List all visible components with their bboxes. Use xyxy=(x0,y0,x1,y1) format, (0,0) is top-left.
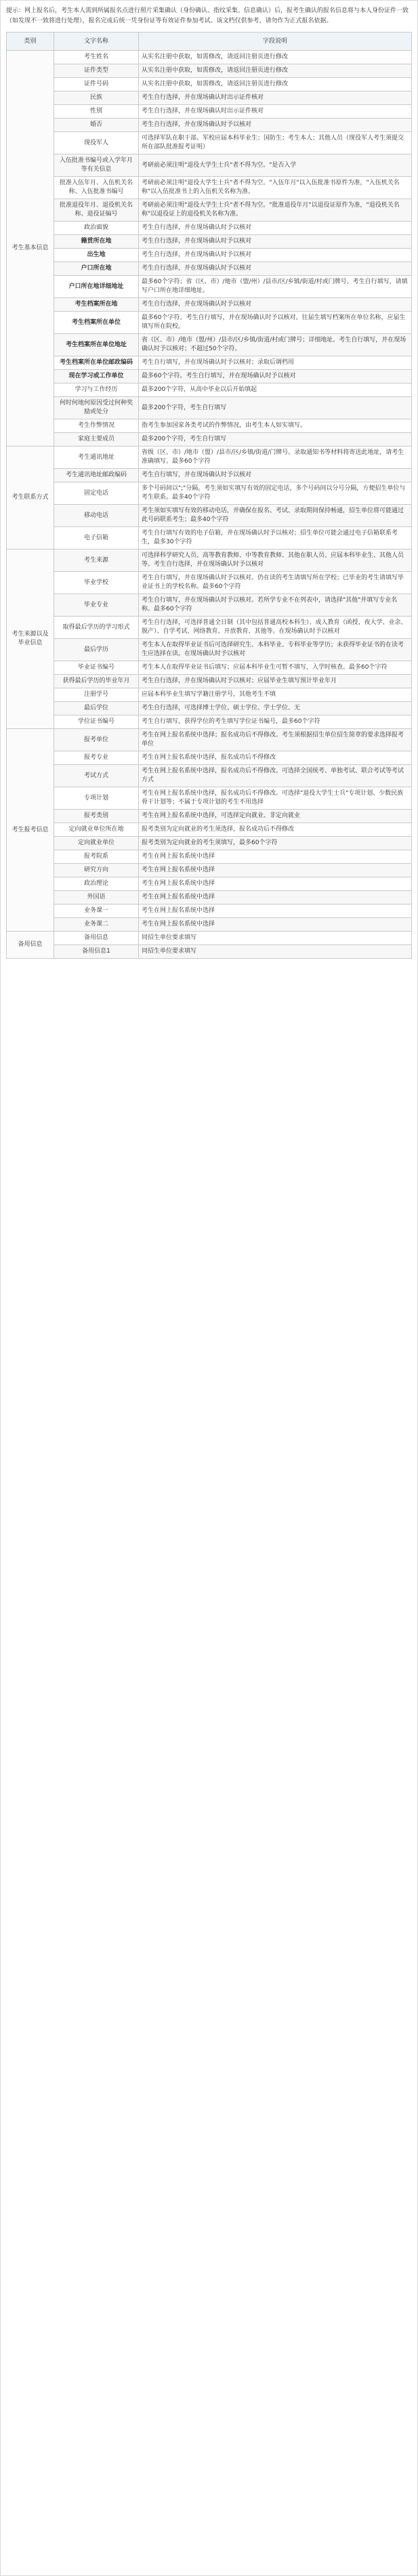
field-description: 省级（区、市）/地市（盟）/县市/区/乡镇/街道/门牌号。录取通知书等材料将寄送此地址，请考生准确填写。最多60个字符 xyxy=(139,446,412,469)
table-row xyxy=(7,433,412,446)
field-description: 考生在网上报名系统中选择，报名成功后不得修改。可选择"退役大学生士兵"专项计划、少数民族骨干计划等；不属于专项计划的考生不用选择 xyxy=(139,787,412,810)
field-name: 考生作弊情况 xyxy=(54,419,139,433)
field-description: 考生自行填写，并在现场确认时予以核对。若所学专业不在列表中，请选择"其他"并填写专业名称。最多60个字符 xyxy=(139,594,412,617)
field-name: 获得最后学历的毕业年月 xyxy=(54,675,139,688)
field-name: 毕业专业 xyxy=(54,594,139,617)
field-description: 考生本人在取得毕业证书后填写；应届本科毕业生可暂不填写，入学时核查。最多60个字符 xyxy=(139,661,412,675)
field-name: 批准入伍年月、入伍机关名称、入伍批准书编号 xyxy=(54,177,139,199)
table-row xyxy=(7,594,412,617)
field-name: 户口所在地详细地址 xyxy=(54,276,139,298)
field-name: 定向就业单位 xyxy=(54,837,139,850)
field-description: 考生自行选择，并在现场确认时予以核对 xyxy=(139,235,412,249)
field-description: 考生在网上报名系统中选择 xyxy=(139,905,412,918)
field-name: 报考单位 xyxy=(54,729,139,751)
table-row xyxy=(7,823,412,837)
field-description: 考生在网上报名系统中选择 xyxy=(139,864,412,877)
table-header-row xyxy=(7,33,412,51)
field-name: 家庭主要成员 xyxy=(54,433,139,446)
table-row xyxy=(7,661,412,675)
field-name: 考生档案所在单位地址 xyxy=(54,334,139,356)
field-description: 考生自行选择，并在现场确认时出示证件核对 xyxy=(139,91,412,105)
field-description: 考生自行填写，并在现场确认时予以核对。仍在读的考生请填写所在学校；已毕业的考生请填写毕业证书上的学校名称。最多60个字符 xyxy=(139,572,412,594)
field-description: 考生在网上报名系统中选择；报名成功后不得修改。考生须根据招生单位招生简章的要求选择报考单位 xyxy=(139,729,412,751)
field-name: 报考院系 xyxy=(54,850,139,864)
field-description: 最多200个字符，考生自行填写 xyxy=(139,433,412,446)
field-name: 政治理论 xyxy=(54,877,139,891)
table-row xyxy=(7,383,412,397)
field-name: 备用信息 xyxy=(54,932,139,945)
field-name: 考生档案所在单位 xyxy=(54,312,139,334)
field-description: 考生在网上报名系统中选择 xyxy=(139,891,412,905)
table-row xyxy=(7,850,412,864)
table-row xyxy=(7,765,412,787)
field-description: 最多200个字符，从高中毕业以后开始填起 xyxy=(139,383,412,397)
field-description: 省（区、市）/地市（盟/州）/县市/区/乡镇/街道/村或门牌号；详细地址。考生自行填写，并在现场确认时予以核对；不超过50个字符。 xyxy=(139,334,412,356)
field-description: 最多60个字符。考生自行填写，并在现场确认时予以核对 xyxy=(139,370,412,383)
field-description: 考生自行填写有效的电子信箱，并在现场确认时予以核对；招生单位可能会通过电子信箱联系考生，最多30个字符 xyxy=(139,527,412,549)
table-row xyxy=(7,119,412,132)
table-row xyxy=(7,715,412,729)
table-row xyxy=(7,688,412,702)
table-row xyxy=(7,356,412,370)
table-row xyxy=(7,235,412,249)
field-name: 业务课二 xyxy=(54,918,139,932)
field-description: 考生本人在取得毕业证书后可选择研究生、本科毕业、专科毕业等学历；未获得毕业证书的在读考生应选择在读。在现场确认时予以核对 xyxy=(139,639,412,661)
table-row xyxy=(7,918,412,932)
field-name: 考生通讯地址邮政编码 xyxy=(54,469,139,482)
table-row xyxy=(7,729,412,751)
field-description: 考研前必须注明"退役大学生士兵"者不得为空。"是否入学 xyxy=(139,154,412,177)
field-name: 报考专业 xyxy=(54,751,139,765)
field-description: 考生在网上报名系统中选择，报名成功后不得修改。可选择全国统考、单独考试、联合考试等考试方式 xyxy=(139,765,412,787)
field-name: 学位证书编号 xyxy=(54,715,139,729)
table-row xyxy=(7,787,412,810)
field-name: 考生姓名 xyxy=(54,51,139,64)
table-row xyxy=(7,891,412,905)
field-description: 考生须如实填写有效的移动电话，并确保在报名、考试、录取期间保持畅通，招生单位将可能通过此号码联系考生；最多40个字符 xyxy=(139,505,412,527)
field-name: 户口所在地 xyxy=(54,262,139,276)
table-row xyxy=(7,78,412,91)
field-name: 毕业学校 xyxy=(54,572,139,594)
field-name: 学习与工作经历 xyxy=(54,383,139,397)
field-description: 最多60个字符；省（区、市）/地市（盟/州）/县市/区/乡镇/街道/村或门牌号。考生自行填写，请填写户口所在地详细地址。 xyxy=(139,276,412,298)
table-row xyxy=(7,837,412,850)
field-name: 证件类型 xyxy=(54,64,139,78)
field-name: 毕业证书编号 xyxy=(54,661,139,675)
field-name: 最后学位 xyxy=(54,702,139,715)
header-field-desc: 字段说明 xyxy=(139,33,412,51)
table-row xyxy=(7,132,412,154)
table-row xyxy=(7,199,412,222)
table-row xyxy=(7,810,412,823)
field-name: 现役军人 xyxy=(54,132,139,154)
field-description: 最多60个字符。考生自行填写，并在现场确认时予以核对。往届生填写档案所在单位名称，应届生填写所在院校。 xyxy=(139,312,412,334)
field-name: 取得最后学历的学习形式 xyxy=(54,617,139,639)
field-description: 考生自行选择，可选择普通全日制（其中包括普通高校本科生）、成人教育（函授、夜大学、业余、脱产）、自学考试、网络教育、开放教育、其他等。在现场确认时予以核对 xyxy=(139,617,412,639)
table-row xyxy=(7,482,412,505)
table-body xyxy=(7,51,412,959)
field-description: 最多200个字符，考生自行填写 xyxy=(139,397,412,419)
field-description: 同招生单位要求填写 xyxy=(139,945,412,959)
field-name: 考生档案所在单位邮政编码 xyxy=(54,356,139,370)
notice-text: 提示：网上报名后，考生本人需到所属报名点进行照片采集确认（身份确认、指纹采集、信息确认）后，报考生确认的报名信息将与本人身份证件一致（如发现不一致将进行处理），报名完成后统一凭身份证等有效证件参加考试。该文档仅供参考，请勿作为正式报名依据。 xyxy=(6,7,409,24)
table-row xyxy=(7,751,412,765)
field-name: 电子信箱 xyxy=(54,527,139,549)
field-description: 考生自行选择，并在现场确认时出示证件核对 xyxy=(139,105,412,119)
table-row xyxy=(7,505,412,527)
table-row xyxy=(7,945,412,959)
field-name: 籍贯所在地 xyxy=(54,235,139,249)
table-row xyxy=(7,932,412,945)
field-description: 可选择军队在职干部、军校应届本科毕业生；国防生；考生本人；其他人员（现役军人考生须提交所在部队批准报考证明） xyxy=(139,132,412,154)
field-name: 考生通讯地址 xyxy=(54,446,139,469)
header-field-name: 文字名称 xyxy=(54,33,139,51)
field-name: 民族 xyxy=(54,91,139,105)
table-row xyxy=(7,64,412,78)
field-description: 考生自行选择，并在现场确认时予以核对 xyxy=(139,119,412,132)
header-category: 类别 xyxy=(7,33,54,51)
table-row xyxy=(7,91,412,105)
table-row xyxy=(7,617,412,639)
field-description: 同招生单位要求填写 xyxy=(139,932,412,945)
table-row xyxy=(7,312,412,334)
field-name: 固定电话 xyxy=(54,482,139,505)
field-description: 从实名注册中获取，如需修改，请返回注册页进行修改 xyxy=(139,51,412,64)
field-name: 备用信息1 xyxy=(54,945,139,959)
field-name: 研究方向 xyxy=(54,864,139,877)
table-row xyxy=(7,154,412,177)
field-name: 业务课一 xyxy=(54,905,139,918)
table-row xyxy=(7,549,412,572)
table-row xyxy=(7,469,412,482)
field-name: 批准退役年月、退役机关名称、退役证编号 xyxy=(54,199,139,222)
field-name: 现在学习或工作单位 xyxy=(54,370,139,383)
table-row xyxy=(7,446,412,469)
table-row xyxy=(7,527,412,549)
field-description: 从实名注册中获取，如需修改，请返回注册页进行修改 xyxy=(139,64,412,78)
field-name: 考生来源 xyxy=(54,549,139,572)
category-label: 考生基本信息 xyxy=(7,51,54,446)
field-spec-table xyxy=(6,32,412,959)
table-row xyxy=(7,877,412,891)
field-description: 应届本科毕业生填写学籍注册学号，其他考生不填 xyxy=(139,688,412,702)
field-description: 考生在网上报名系统中选择，可选择定向就业、非定向就业 xyxy=(139,810,412,823)
field-name: 考生档案所在地 xyxy=(54,298,139,312)
table-row xyxy=(7,298,412,312)
table-row xyxy=(7,370,412,383)
category-label: 考生联系方式 xyxy=(7,446,54,549)
field-description: 报考类别为定向就业的考生须选择，报名成功后不得修改 xyxy=(139,823,412,837)
table-row xyxy=(7,675,412,688)
field-description: 考生自行选择，并在现场确认时予以核对 xyxy=(139,249,412,262)
field-description: 考研前必须注明"退役大学生士兵"者不得为空。"入伍年月"以入伍批准书原件为准，"入伍机关名称"以入伍批准书上的入伍机关名称为准。 xyxy=(139,177,412,199)
field-name: 定向就业单位所在地 xyxy=(54,823,139,837)
table-row xyxy=(7,249,412,262)
table-row xyxy=(7,51,412,64)
table-row xyxy=(7,702,412,715)
field-description: 考生在网上报名系统中选择 xyxy=(139,877,412,891)
field-description: 指考生参加国家各类考试的作弊情况，由考生本人如实填写。 xyxy=(139,419,412,433)
table-row xyxy=(7,334,412,356)
field-name: 考试方式 xyxy=(54,765,139,787)
field-name: 婚否 xyxy=(54,119,139,132)
category-label: 考生报考信息 xyxy=(7,729,54,932)
table-row xyxy=(7,639,412,661)
table-row xyxy=(7,905,412,918)
field-name: 政治面貌 xyxy=(54,222,139,235)
field-description: 考生自行选择，并在现场确认时予以核对 xyxy=(139,298,412,312)
field-description: 多个号码间以";"分隔。考生须如实填写有效的固定电话，多个号码间以分号分隔，方便招生单位与考生联系。最多40个字符 xyxy=(139,482,412,505)
table-row xyxy=(7,262,412,276)
field-description: 考生自行选择，并在现场确认时予以核对 xyxy=(139,262,412,276)
field-name: 注册学号 xyxy=(54,688,139,702)
field-description: 考生在网上报名系统中选择，报名成功后不得修改 xyxy=(139,751,412,765)
field-name: 入伍批准书编号或入学年月等有关信息 xyxy=(54,154,139,177)
field-description: 考生自行填写，并在现场确认时予以核对；录取后调档用 xyxy=(139,356,412,370)
field-description: 考生在网上报名系统中选择 xyxy=(139,918,412,932)
table-row xyxy=(7,105,412,119)
table-row xyxy=(7,864,412,877)
field-name: 性别 xyxy=(54,105,139,119)
category-label: 考生来源以及毕业信息 xyxy=(7,549,54,729)
field-description: 考生自行填写，获得学位的考生填写学位证书编号，最多60个字符 xyxy=(139,715,412,729)
field-name: 专项计划 xyxy=(54,787,139,810)
field-description: 可选择科学研究人员、高等教育教师、中等教育教师、其他在职人员、应届本科毕业生、其他人员等。考生自行选择，并在现场确认时予以核对 xyxy=(139,549,412,572)
field-description: 考研前必须注明"退役大学生士兵"者不得为空。"批准退役年月"以退役证原件为准，"退役机关名称"以退役证上的退役机关名称为准。 xyxy=(139,199,412,222)
field-name: 何时何地何原因受过何种奖励或处分 xyxy=(54,397,139,419)
field-name: 最后学历 xyxy=(54,639,139,661)
table-row xyxy=(7,572,412,594)
field-name: 报考类别 xyxy=(54,810,139,823)
table-row xyxy=(7,419,412,433)
table-row xyxy=(7,222,412,235)
table-row xyxy=(7,177,412,199)
field-name: 移动电话 xyxy=(54,505,139,527)
field-name: 证件号码 xyxy=(54,78,139,91)
field-description: 考生自行选择，可选择博士学位、硕士学位、学士学位、无 xyxy=(139,702,412,715)
field-description: 考生自行选择，并在现场确认时予以核对 xyxy=(139,222,412,235)
field-name: 出生地 xyxy=(54,249,139,262)
field-description: 从实名注册中获取，如需修改，请返回注册页进行修改 xyxy=(139,78,412,91)
table-row xyxy=(7,397,412,419)
field-description: 考生自行选择，并在现场确认时予以核对；应届毕业生填写预计毕业年月 xyxy=(139,675,412,688)
category-label: 备用信息 xyxy=(7,932,54,959)
field-description: 考生在网上报名系统中选择 xyxy=(139,850,412,864)
field-description: 报考类别为定向就业的考生须填写，最多60个字符 xyxy=(139,837,412,850)
table-row xyxy=(7,276,412,298)
field-name: 外国语 xyxy=(54,891,139,905)
field-description: 考生自行填写，并在现场确认时予以核对 xyxy=(139,469,412,482)
